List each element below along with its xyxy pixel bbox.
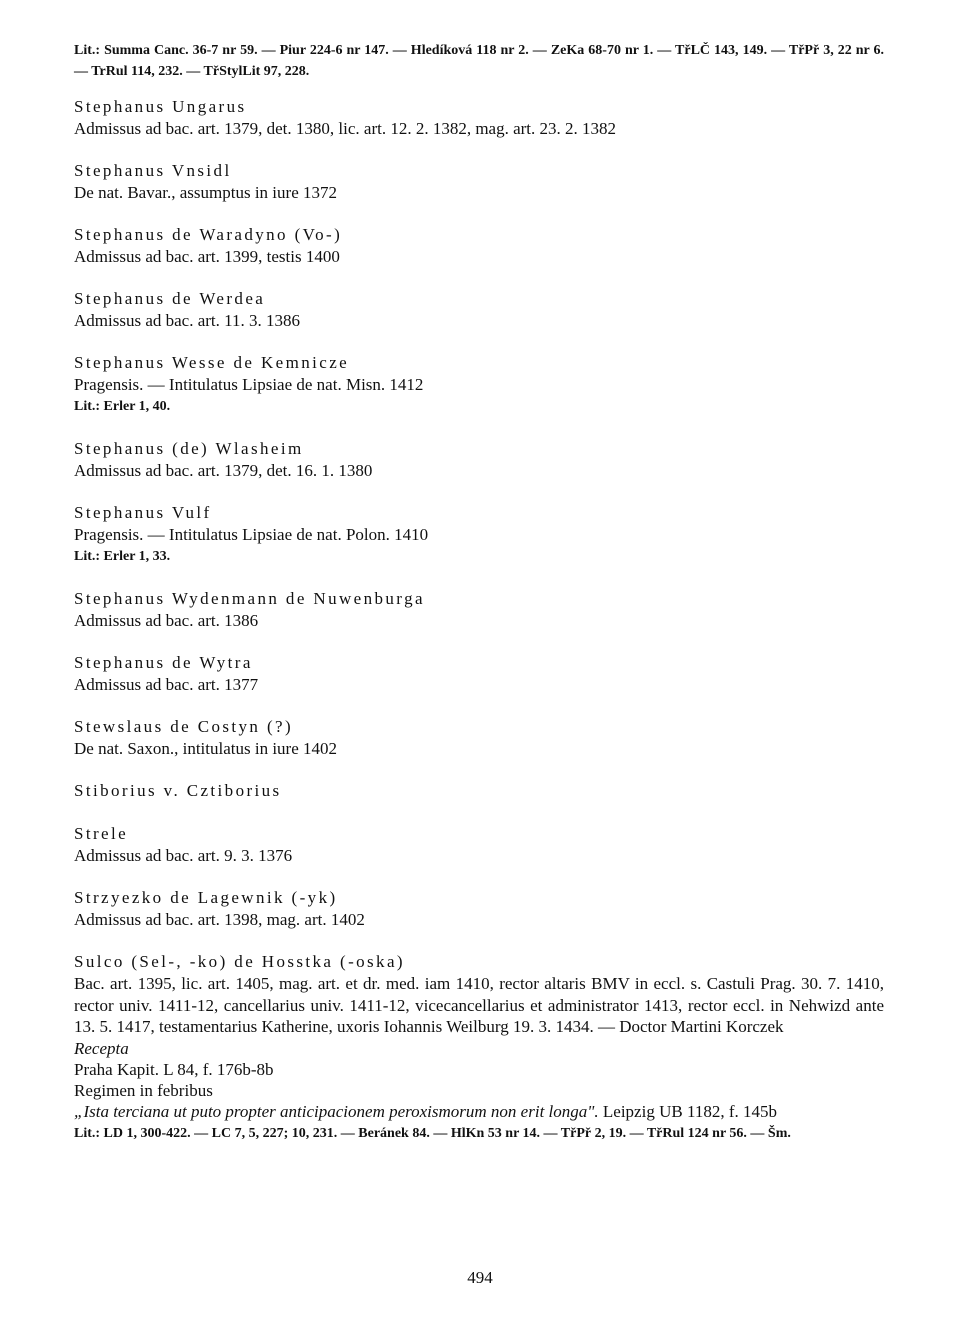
- entry-detail: Admissus ad bac. art. 1399, testis 1400: [74, 247, 340, 266]
- page-content: [74, 40, 884, 1165]
- entry: [74, 823, 884, 866]
- entry-name: Strzyezko de Lagewnik (-yk): [74, 888, 338, 907]
- entry: [74, 588, 884, 631]
- entry-name: Stephanus de Waradyno (Vo-): [74, 225, 343, 244]
- entry: [74, 160, 884, 203]
- entry-detail: Pragensis. — Intitulatus Lipsiae de nat. Polon. 1410: [74, 525, 429, 544]
- entry: [74, 438, 884, 481]
- entry-name: Strele: [74, 824, 129, 843]
- entry-name: Stephanus de Werdea: [74, 289, 266, 308]
- entry-literature: Lit.: LD 1, 300-422. — LC 7, 5, 227; 10, 231. — Beránek 84. — HlKn 53 nr 14. — TřPř 2, 19. — TřRul 124 nr 56. — Šm.: [74, 1126, 791, 1141]
- entry: [74, 652, 884, 695]
- regimen-manuscript: Leipzig UB 1182, f. 145b: [598, 1101, 777, 1121]
- entry-name: Stephanus de Wytra: [74, 653, 253, 672]
- entry-name: Stephanus Vulf: [74, 503, 212, 522]
- entry-literature: Lit.: Erler 1, 40.: [74, 399, 171, 414]
- entry-detail: De nat. Saxon., intitulatus in iure 1402: [74, 739, 337, 758]
- regimen-title: Regimen in febribus: [74, 1080, 213, 1100]
- entry: [74, 502, 884, 567]
- top-literature: Lit.: Summa Canc. 36-7 nr 59. — Piur 224-6 nr 147. — Hledíková 118 nr 2. — ZeKa 68-70 nr 1. — TřLČ 143, 149. — TřPř 3, 22 nr 6. — TrRul 114, 232. — TřStylLit 97, 228.: [74, 43, 884, 79]
- entry: [74, 887, 884, 930]
- entry-name: Stephanus (de) Wlasheim: [74, 439, 304, 458]
- entry-detail: Admissus ad bac. art. 1386: [74, 611, 259, 630]
- entry: [74, 716, 884, 759]
- entry: [74, 780, 884, 802]
- entries-list: [74, 96, 884, 930]
- entry-name: Sulco (Sel-, -ko) de Hosstka (-oska): [74, 952, 405, 971]
- entry-detail: Admissus ad bac. art. 1379, det. 1380, lic. art. 12. 2. 1382, mag. art. 23. 2. 1382: [74, 119, 617, 138]
- entry-detail: Pragensis. — Intitulatus Lipsiae de nat. Misn. 1412: [74, 375, 424, 394]
- recepta-label: Recepta: [74, 1038, 129, 1058]
- page-number: 494: [467, 1268, 493, 1287]
- entry: [74, 288, 884, 331]
- entry-sulco: [74, 951, 884, 1144]
- entry: [74, 96, 884, 139]
- entry-detail: Admissus ad bac. art. 11. 3. 1386: [74, 311, 301, 330]
- entry-detail: Admissus ad bac. art. 1379, det. 16. 1. 1380: [74, 461, 373, 480]
- recepta-manuscript: Praha Kapit. L 84, f. 176b-8b: [74, 1059, 274, 1079]
- entry-detail: De nat. Bavar., assumptus in iure 1372: [74, 183, 337, 202]
- entry-detail: Admissus ad bac. art. 1398, mag. art. 1402: [74, 910, 365, 929]
- entry-name: Stephanus Wydenmann de Nuwenburga: [74, 589, 425, 608]
- entry-name: Stephanus Wesse de Kemnicze: [74, 353, 350, 372]
- entry-name: Stephanus Vnsidl: [74, 161, 232, 180]
- entry-name: Stephanus Ungarus: [74, 97, 247, 116]
- entry-name: Stewslaus de Costyn (?): [74, 717, 294, 736]
- entry: [74, 224, 884, 267]
- entry-biography: Bac. art. 1395, lic. art. 1405, mag. art. et dr. med. iam 1410, rector altaris BMV in eccl. s. Castuli Prag. 30. 7. 1410, rector univ. 1411-12, cancellarius univ. 1411-12, vicecancellarius et administrator 1413, rector eccl. in Nehwizd ante 13. 5. 1417, testamentarius Katherine, uxoris Iohannis Weilburg 19. 3. 1434. — Doctor Martini Korczek: [74, 974, 884, 1036]
- entry: [74, 352, 884, 417]
- regimen-incipit: „Ista terciana ut puto propter anticipacionem peroxismorum non erit longa".: [74, 1101, 599, 1121]
- entry-literature: Lit.: Erler 1, 33.: [74, 549, 171, 564]
- entry-detail: Admissus ad bac. art. 9. 3. 1376: [74, 846, 293, 865]
- entry-detail: Admissus ad bac. art. 1377: [74, 675, 259, 694]
- regimen-line: [74, 1101, 884, 1123]
- entry-name: Stiborius v. Cztiborius: [74, 781, 282, 800]
